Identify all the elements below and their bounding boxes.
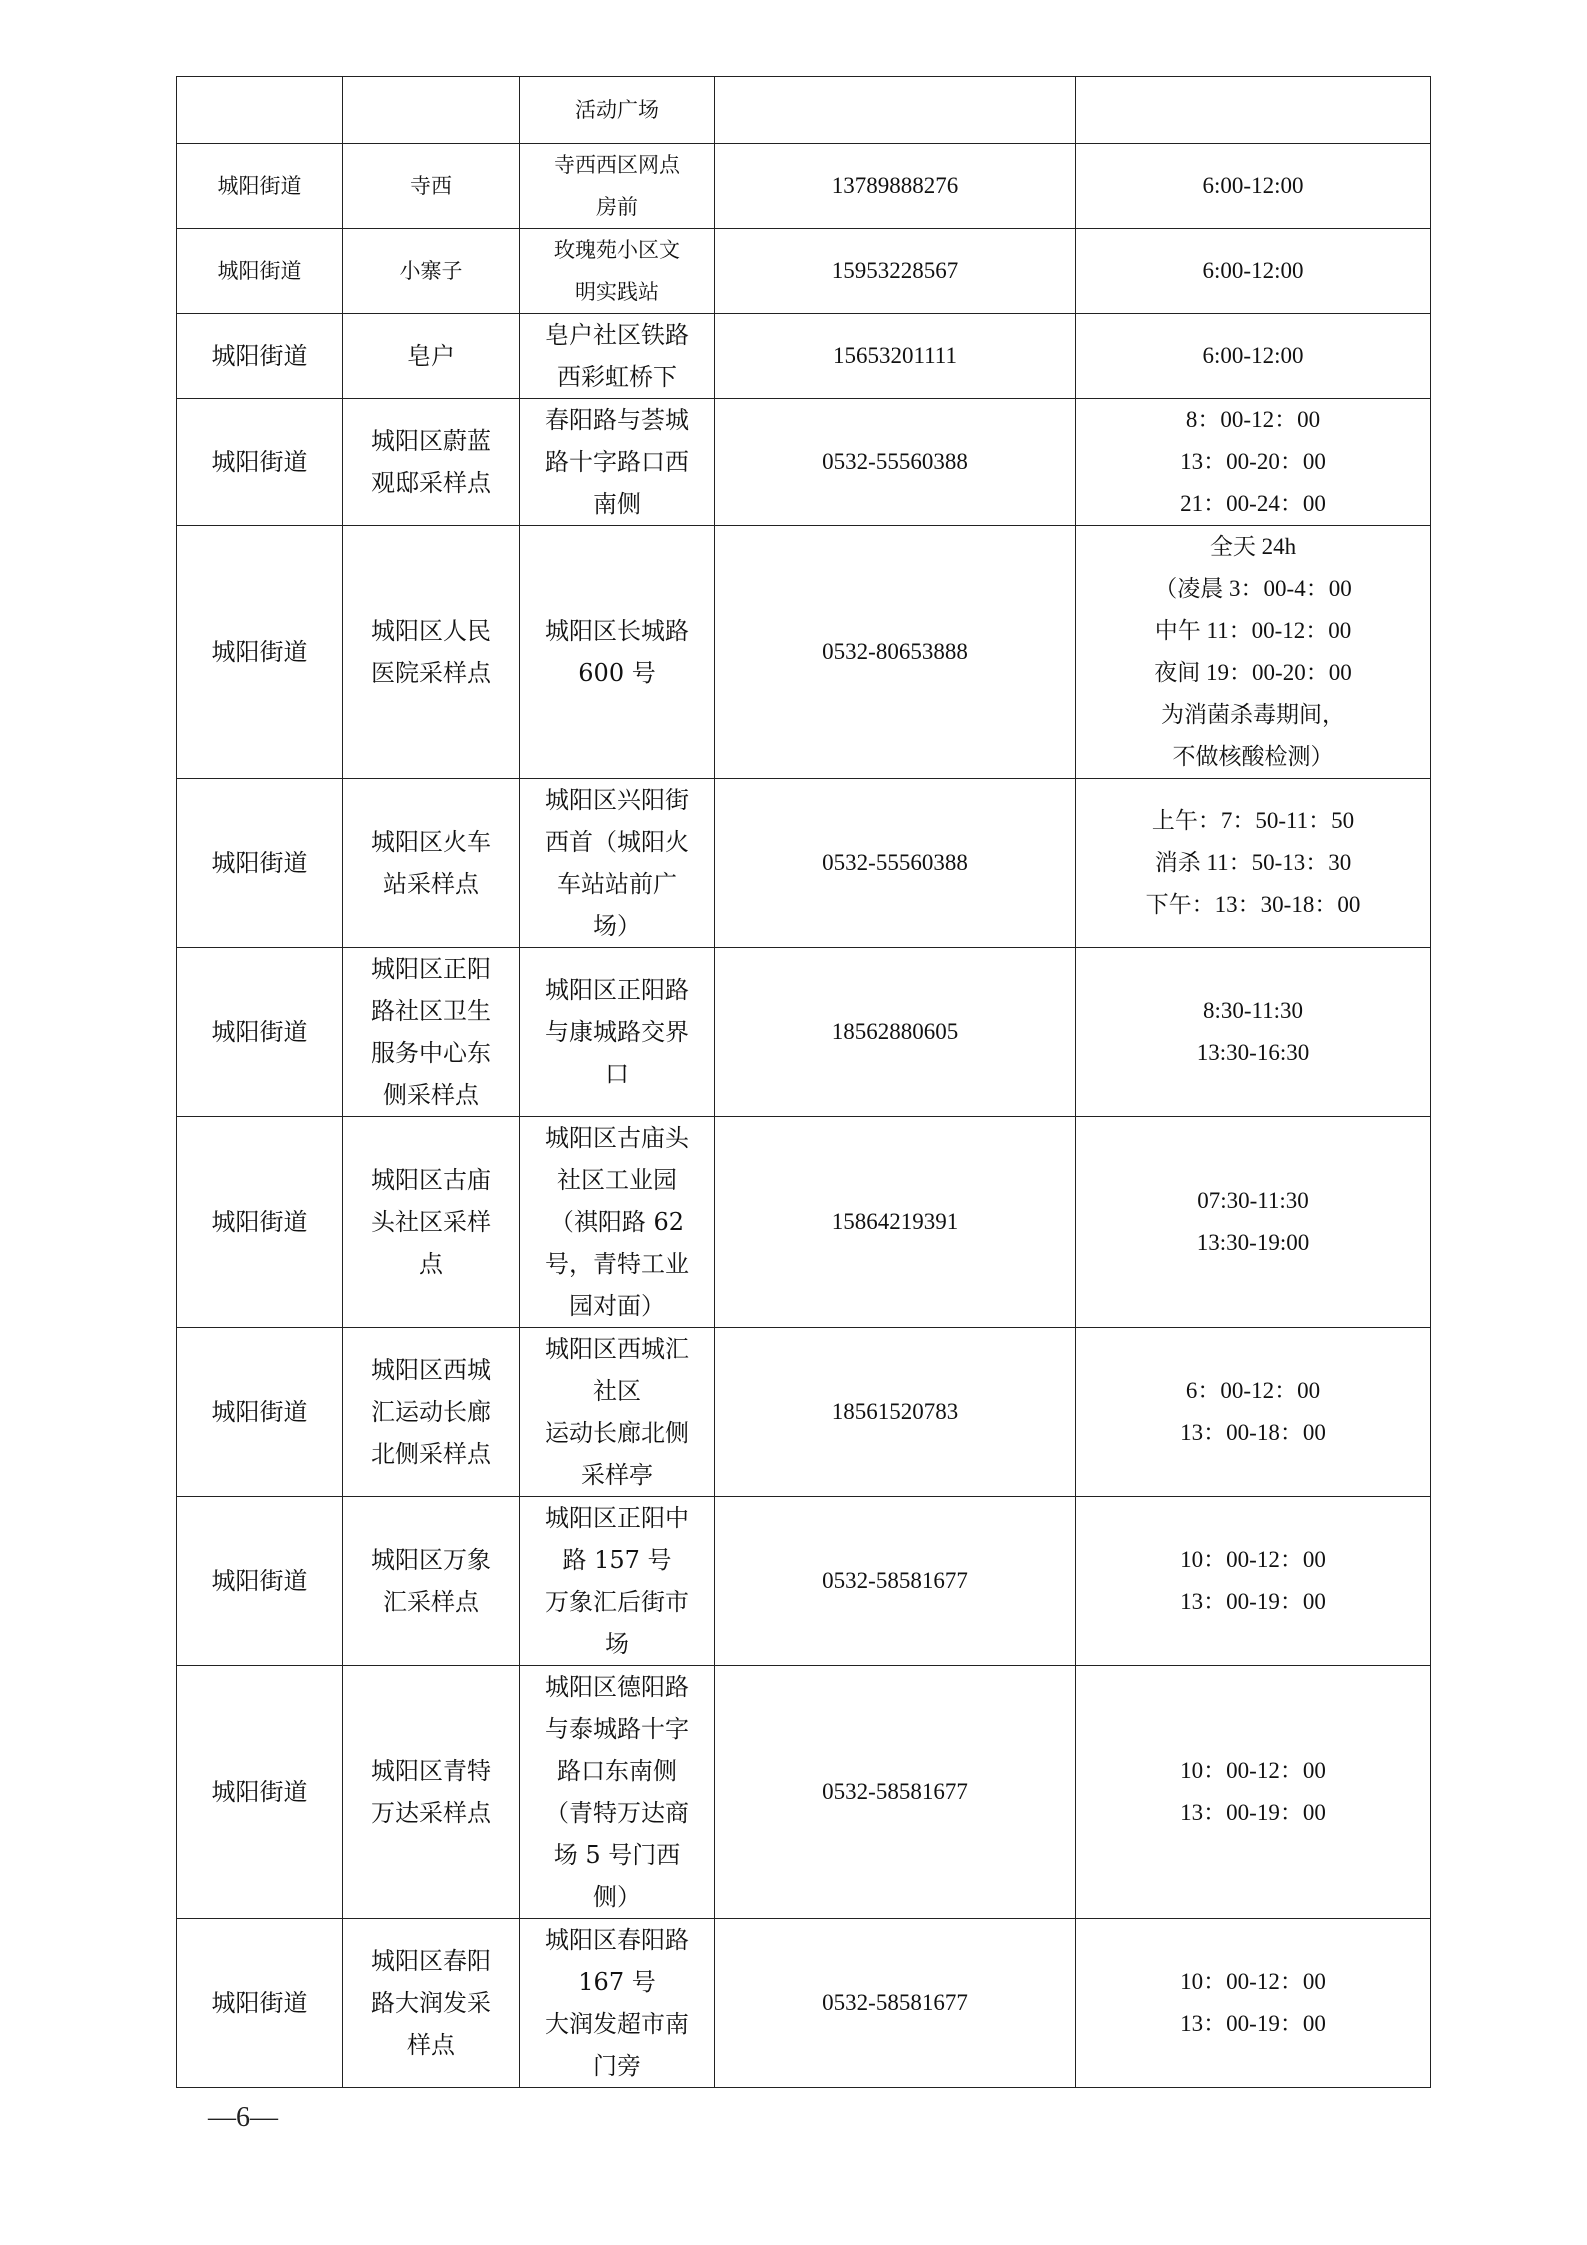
address-cell: 城阳区古庙头 社区工业园 （祺阳路 62 号，青特工业 园对面） <box>520 1117 715 1328</box>
phone-cell: 15953228567 <box>715 229 1076 314</box>
table-row <box>177 229 1431 314</box>
phone-cell: 18562880605 <box>715 948 1076 1117</box>
address-cell: 城阳区长城路 600 号 <box>520 526 715 779</box>
table-row <box>177 779 1431 948</box>
hours-cell: 10：00-12：00 13：00-19：00 <box>1076 1919 1431 2088</box>
address-cell: 城阳区春阳路 167 号 大润发超市南 门旁 <box>520 1919 715 2088</box>
street-cell: 城阳街道 <box>177 1328 343 1497</box>
site-cell: 城阳区蔚蓝 观邸采样点 <box>343 399 520 526</box>
hours-cell: 全天 24h （凌晨 3：00-4：00 中午 11：00-12：00 夜间 19：00-20：00 为消菌杀毒期间， 不做核酸检测） <box>1076 526 1431 779</box>
site-cell: 城阳区古庙 头社区采样 点 <box>343 1117 520 1328</box>
street-cell: 城阳街道 <box>177 229 343 314</box>
address-cell: 城阳区西城汇 社区 运动长廊北侧 采样亭 <box>520 1328 715 1497</box>
table-row <box>177 1117 1431 1328</box>
table-row <box>177 144 1431 229</box>
street-cell: 城阳街道 <box>177 779 343 948</box>
address-cell: 城阳区兴阳街 西首（城阳火 车站站前广 场） <box>520 779 715 948</box>
phone-cell: 0532-55560388 <box>715 779 1076 948</box>
testing-sites-table <box>176 76 1431 2088</box>
hours-cell: 10：00-12：00 13：00-19：00 <box>1076 1497 1431 1666</box>
site-cell: 城阳区青特 万达采样点 <box>343 1666 520 1919</box>
street-cell: 城阳街道 <box>177 1117 343 1328</box>
hours-cell <box>1076 77 1431 144</box>
table-row <box>177 77 1431 144</box>
hours-cell: 8:30-11:30 13:30-16:30 <box>1076 948 1431 1117</box>
testing-sites-table-container <box>176 76 1430 2088</box>
hours-cell: 6：00-12：00 13：00-18：00 <box>1076 1328 1431 1497</box>
hours-cell: 8：00-12：00 13：00-20：00 21：00-24：00 <box>1076 399 1431 526</box>
phone-cell <box>715 77 1076 144</box>
street-cell: 城阳街道 <box>177 1666 343 1919</box>
site-cell <box>343 77 520 144</box>
site-cell: 城阳区火车 站采样点 <box>343 779 520 948</box>
address-cell: 城阳区德阳路 与泰城路十字 路口东南侧 （青特万达商 场 5 号门西 侧） <box>520 1666 715 1919</box>
table-row <box>177 526 1431 779</box>
street-cell: 城阳街道 <box>177 526 343 779</box>
phone-cell: 13789888276 <box>715 144 1076 229</box>
phone-cell: 0532-80653888 <box>715 526 1076 779</box>
site-cell: 城阳区正阳 路社区卫生 服务中心东 侧采样点 <box>343 948 520 1117</box>
phone-cell: 0532-58581677 <box>715 1497 1076 1666</box>
hours-cell: 07:30-11:30 13:30-19:00 <box>1076 1117 1431 1328</box>
address-cell: 城阳区正阳路 与康城路交界 口 <box>520 948 715 1117</box>
hours-cell: 6:00-12:00 <box>1076 144 1431 229</box>
site-cell: 寺西 <box>343 144 520 229</box>
street-cell <box>177 77 343 144</box>
site-cell: 城阳区春阳 路大润发采 样点 <box>343 1919 520 2088</box>
address-cell: 皂户社区铁路 西彩虹桥下 <box>520 314 715 399</box>
site-cell: 皂户 <box>343 314 520 399</box>
address-cell: 寺西西区网点 房前 <box>520 144 715 229</box>
site-cell: 城阳区人民 医院采样点 <box>343 526 520 779</box>
table-row <box>177 1497 1431 1666</box>
table-row <box>177 1328 1431 1497</box>
street-cell: 城阳街道 <box>177 399 343 526</box>
phone-cell: 0532-58581677 <box>715 1919 1076 2088</box>
street-cell: 城阳街道 <box>177 948 343 1117</box>
phone-cell: 0532-58581677 <box>715 1666 1076 1919</box>
hours-cell: 10：00-12：00 13：00-19：00 <box>1076 1666 1431 1919</box>
table-row <box>177 1919 1431 2088</box>
hours-cell: 6:00-12:00 <box>1076 314 1431 399</box>
table-row <box>177 314 1431 399</box>
site-cell: 城阳区西城 汇运动长廊 北侧采样点 <box>343 1328 520 1497</box>
hours-cell: 6:00-12:00 <box>1076 229 1431 314</box>
phone-cell: 15653201111 <box>715 314 1076 399</box>
table-row <box>177 948 1431 1117</box>
table-row <box>177 1666 1431 1919</box>
address-cell: 城阳区正阳中 路 157 号 万象汇后街市 场 <box>520 1497 715 1666</box>
table-row <box>177 399 1431 526</box>
street-cell: 城阳街道 <box>177 1919 343 2088</box>
address-cell: 春阳路与荟城 路十字路口西 南侧 <box>520 399 715 526</box>
phone-cell: 18561520783 <box>715 1328 1076 1497</box>
page-number: —6— <box>208 2102 278 2133</box>
phone-cell: 15864219391 <box>715 1117 1076 1328</box>
site-cell: 小寨子 <box>343 229 520 314</box>
hours-cell: 上午：7：50-11：50 消杀 11：50-13：30 下午：13：30-18：00 <box>1076 779 1431 948</box>
street-cell: 城阳街道 <box>177 314 343 399</box>
street-cell: 城阳街道 <box>177 144 343 229</box>
address-cell: 玫瑰苑小区文 明实践站 <box>520 229 715 314</box>
site-cell: 城阳区万象 汇采样点 <box>343 1497 520 1666</box>
street-cell: 城阳街道 <box>177 1497 343 1666</box>
address-cell: 活动广场 <box>520 77 715 144</box>
phone-cell: 0532-55560388 <box>715 399 1076 526</box>
